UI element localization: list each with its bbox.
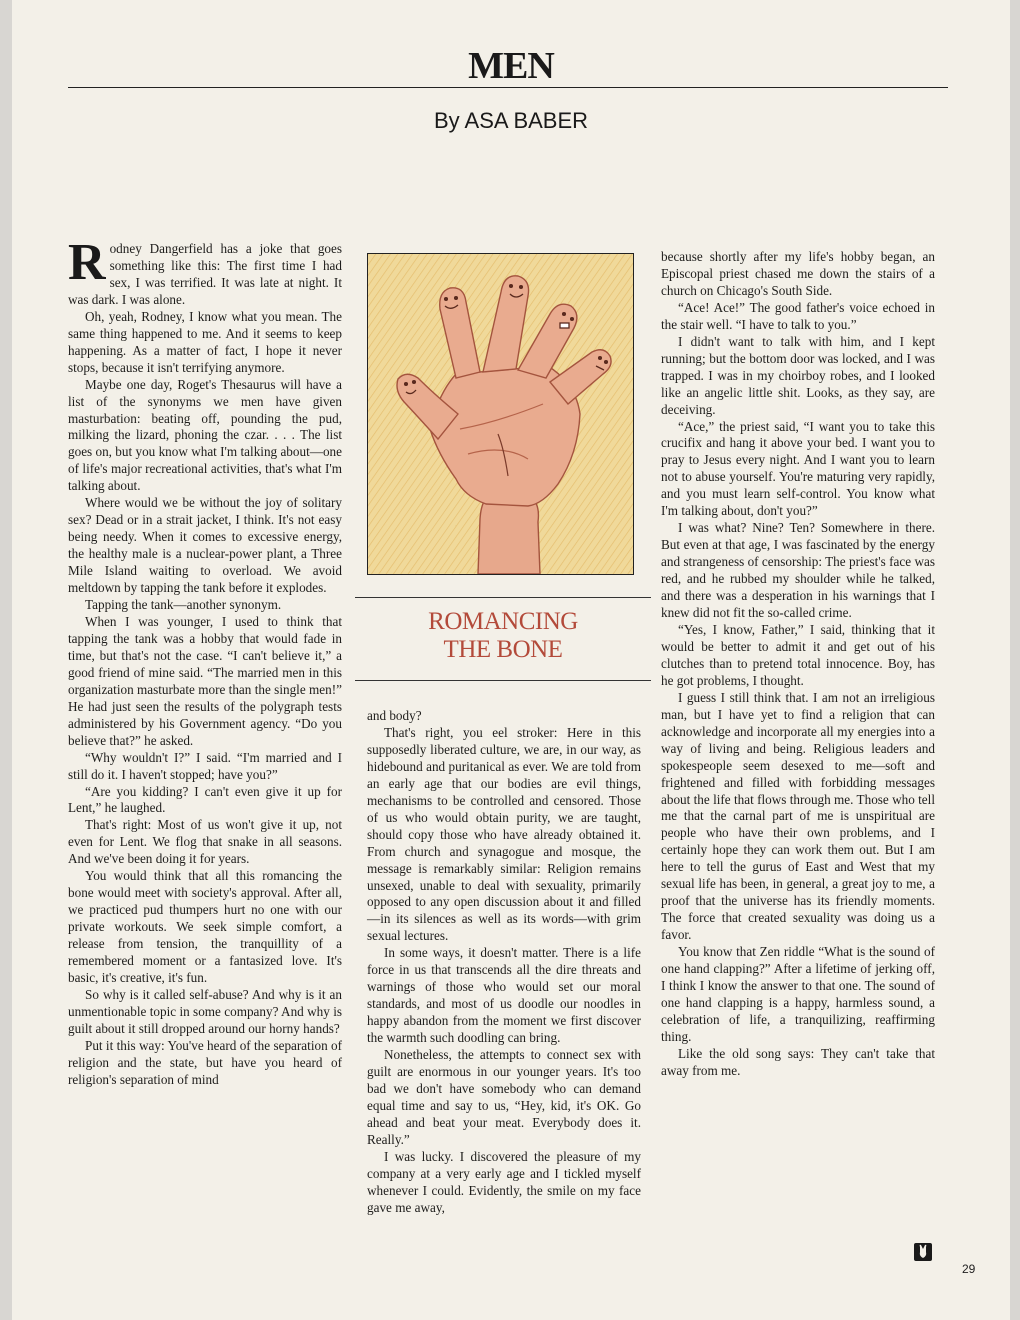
hand-illustration bbox=[367, 253, 634, 575]
paragraph: That's right: Most of us won't give it up, not even for Lent. We flog that snake in all seasons. And we've been doing it for years. bbox=[68, 817, 342, 867]
column-3 bbox=[661, 249, 935, 1080]
paragraph: Oh, yeah, Rodney, I know what you mean. The same thing happened to me. And it seems to keep happening. As a matter of fact, I hope it never stops, because it isn't terrifying anymore. bbox=[68, 308, 342, 375]
article-title bbox=[355, 608, 651, 664]
paragraph: In some ways, it doesn't matter. There is a life force in us that transcends all the dire threats and warnings of those who would set our moral standards, and most of us doodle our noodles in happy abandon from the moment we first discover the warmth such doodling can bring. bbox=[367, 945, 641, 1046]
paragraph: Like the old song says: They can't take that away from me. bbox=[661, 1045, 935, 1078]
paragraph: So why is it called self-abuse? And why is it an unmentionable topic in some company? And why is guilt about it still dropped around our horny hands? bbox=[68, 986, 342, 1036]
column-2 bbox=[367, 708, 641, 1217]
paragraph: Tapping the tank—another synonym. bbox=[85, 597, 282, 613]
byline: By ASA BABER bbox=[433, 108, 589, 133]
magazine-page bbox=[12, 0, 1010, 1320]
paragraph: “Yes, I know, Father,” I said, thinking that it would be better to admit it and get out of his clutches than to pretend total innocence. Boy, has he got problems, I thought. bbox=[661, 621, 935, 688]
header-rule bbox=[68, 87, 948, 88]
drop-cap: R bbox=[68, 234, 106, 291]
paragraph: Put it this way: You've heard of the separation of religion and the state, but have you heard of religion's separation of mind bbox=[68, 1037, 342, 1087]
paragraph-continued: and body? bbox=[367, 708, 422, 723]
paragraph: Where would we be without the joy of solitary sex? Dead or in a strait jacket, I think. It's not easy being needy. When it comes to excessive energy, the healthy male is a nuclear-power plant, a Three Mile Island waiting to overload. We avoid meltdown by tapping the tank before it explodes. bbox=[68, 495, 342, 596]
paragraph: I guess I still think that. I am not an irreligious man, but I have yet to find a religion that can acknowledge and incorporate all my energies into a way of living and being. Religious leaders and spokespeople seem desexed to me—soft and frightened and filled with forbidding messages about the life that flows through me. Those who tell me that the carnal part of me is unspiritual are people who have their own problems, and I certainly hope they can work them out. But I am here to tell the gurus of East and West that my sexual life has been, in general, a great joy to me, a proof that the universe has its friendly moments. The force that created sexuality was doing us a favor. bbox=[661, 689, 935, 943]
title-rule-bottom bbox=[355, 680, 651, 681]
paragraph: You would think that all this romancing the bone would meet with society's approval. After all, we practiced pud thumpers hurt no one with our private workouts. We seek simple comfort, a release from tension, the tranquillity of a remembered moment or a fantasized love. It's basic, it's creative, it's fun. bbox=[68, 868, 342, 985]
paragraph: That's right, you eel stroker: Here in this supposedly liberated culture, we are, in our way, as hidebound and puritanical as ever. We are told from an early age that our bodies are evil things, mechanisms to be controlled and censored. Those of us who would obtain purity, we are taught, should copy those who have already obtained it. From church and synagogue and mosque, the message is remarkably similar: Religion remains unsexed, unable to deal with sexuality, primarily opposed to any open discussion about it and filled—in its silences as well as its words—with grim sexual lectures. bbox=[367, 724, 641, 944]
paragraph: Maybe one day, Roget's Thesaurus will have a list of the synonyms we men have given masturbation: beating off, pounding the pud, milking the lizard, phoning the czar. . . . The list goes on, but you know what I'm talking about—one of life's major recreational activities, that's what I'm talking about. bbox=[68, 376, 342, 494]
section-title: MEN bbox=[468, 45, 554, 87]
paragraph: I was lucky. I discovered the pleasure of my company at a very early age and I tickled myself whenever I could. Evidently, the smile on my face gave me away, bbox=[367, 1148, 641, 1215]
hand-drawing-icon bbox=[368, 254, 633, 574]
lead-text: odney Dangerfield has a joke that goes something like this: The first time I had sex, I was terrified. It was late at night. It was dark. I was alone. bbox=[68, 241, 342, 307]
paragraph: “Ace! Ace!” The good father's voice echoed in the stair well. “I have to talk to you.” bbox=[661, 299, 935, 332]
paragraph: When I was younger, I used to think that tapping the tank was a hobby that would fade in time, but that's not the case. “I can't believe it,” a good friend of mine said. “The married men in this organization masturbate more than the single men!” He had just seen the results of the polygraph tests administered by his Government agency. “Do you believe that?” he asked. bbox=[68, 613, 342, 748]
paragraph: “Ace,” the priest said, “I want you to take this crucifix and hang it above your bed. I want you to pray to Jesus every night. And I want you to learn not to abuse yourself. You're maturing very rapidly, and you must learn self-control. You know what I'm talking about, don't you?” bbox=[661, 418, 935, 519]
paragraph: Nonetheless, the attempts to connect sex with guilt are enormous in our younger years. It's too bad we don't have somebody who can demand equal time and say to us, “Hey, kid, it's OK. Go ahead and beat your meat. Everybody does it. Really.” bbox=[367, 1047, 641, 1147]
paragraph-continued: because shortly after my life's hobby began, an Episcopal priest chased me down the stairs of a church on Chicago's South Side. bbox=[661, 249, 935, 298]
column-1 bbox=[68, 234, 342, 1089]
paragraph: “Are you kidding? I can't even give it up for Lent,” he laughed. bbox=[68, 783, 342, 816]
paragraph: I didn't want to talk with him, and I kept running; but the bottom door was locked, and I was trapped. I was in my choirboy robes, and I looked like an angelic little shit. Looks, as they say, are deceiving. bbox=[661, 333, 935, 417]
article-title-line-1: ROMANCING bbox=[428, 608, 578, 635]
page-number: 29 bbox=[962, 1262, 976, 1276]
title-rule-top bbox=[355, 597, 651, 598]
paragraph: “Why wouldn't I?” I said. “I'm married and I still do it. I haven't stopped; have you?” bbox=[68, 749, 342, 782]
article-title-line-2: THE BONE bbox=[443, 636, 563, 663]
paragraph: I was what? Nine? Ten? Somewhere in there. But even at that age, I was fascinated by the energy and strangeness of censorship: The priest's face was red, and he rubbed my shoulder while he talked, and there was a desperation in his warnings that I knew did not fit the so-called crime. bbox=[661, 520, 935, 621]
lead-paragraph bbox=[68, 234, 342, 309]
rabbit-head-logo-icon bbox=[914, 1243, 932, 1261]
paragraph: You know that Zen riddle “What is the sound of one hand clapping?” After a lifetime of jerking off, I think I know the answer to that one. The sound of one hand clapping is a happy, harmless sound, a celebration of life, a tranquilizing, reaffirming thing. bbox=[661, 944, 935, 1044]
